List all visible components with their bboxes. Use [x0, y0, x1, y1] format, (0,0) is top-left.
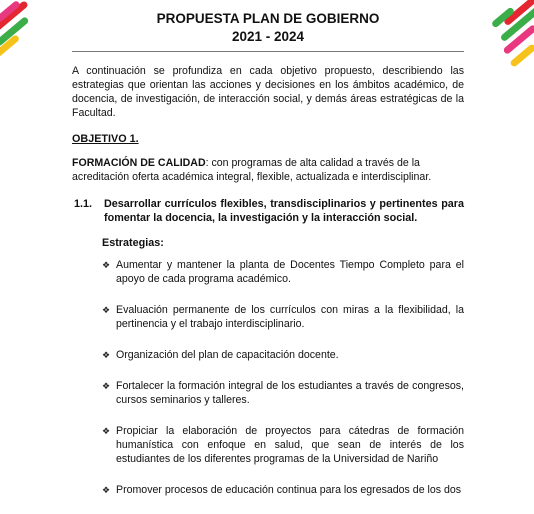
subobjective-text: Desarrollar currículos flexibles, transdisciplinarios y pertinentes para fomentar la docencia, la investigación y la interacción social. — [104, 198, 464, 224]
corner-stripes-left — [0, 0, 60, 80]
list-item: ❖ Fortalecer la formación integral de los estudiantes a través de congresos, cursos seminarios y talleres. — [102, 380, 464, 406]
objective-heading: OBJETIVO 1. — [72, 133, 139, 145]
subobjective-item — [72, 197, 464, 225]
diamond-bullet-icon: ❖ — [102, 485, 111, 495]
diamond-bullet-icon: ❖ — [102, 305, 111, 315]
list-item: ❖ Propiciar la elaboración de proyectos para cátedras de formación humanística con enfoque en salud, que sean de interés de los estudiantes de los diferentes programas de la Universidad de Nariño — [102, 425, 464, 465]
corner-stripes-right — [474, 0, 534, 80]
strategies-list — [102, 258, 464, 497]
strategies-heading: Estrategias: — [102, 237, 164, 249]
diamond-bullet-icon: ❖ — [102, 260, 111, 270]
document-page — [72, 10, 464, 514]
diamond-bullet-icon: ❖ — [102, 381, 111, 391]
formacion-paragraph — [72, 157, 464, 184]
document-years: 2021 - 2024 — [231, 29, 305, 44]
list-item: ❖ Aumentar y mantener la planta de Docentes Tiempo Completo para el apoyo de cada programa académico. — [102, 259, 464, 285]
list-item: ❖ Organización del plan de capacitación docente. — [102, 349, 339, 361]
document-title: PROPUESTA PLAN DE GOBIERNO — [156, 11, 380, 26]
diamond-bullet-icon: ❖ — [102, 350, 111, 360]
list-item: ❖ Promover procesos de educación continua para los egresados de los dos — [102, 484, 462, 496]
intro-paragraph: A continuación se profundiza en cada objetivo propuesto, describiendo las estrategias que orientan las acciones y decisiones en los ámbitos académico, de docencia, de investigación, de interacción social, y demás áreas estratégicas de la Facultad. — [72, 65, 464, 119]
formacion-label: FORMACIÓN DE CALIDAD — [72, 157, 206, 169]
diamond-bullet-icon: ❖ — [102, 426, 111, 436]
title-divider — [72, 51, 464, 52]
subobjective-number: 1.1. — [74, 198, 93, 210]
list-item: ❖ Evaluación permanente de los currículos con miras a la flexibilidad, la pertinencia y el trabajo interdisciplinario. — [102, 304, 464, 330]
formacion-text: : con programas de alta calidad a través de la acreditación oferta académica integral, flexible, actualizada e interdisciplinar. — [72, 157, 432, 183]
